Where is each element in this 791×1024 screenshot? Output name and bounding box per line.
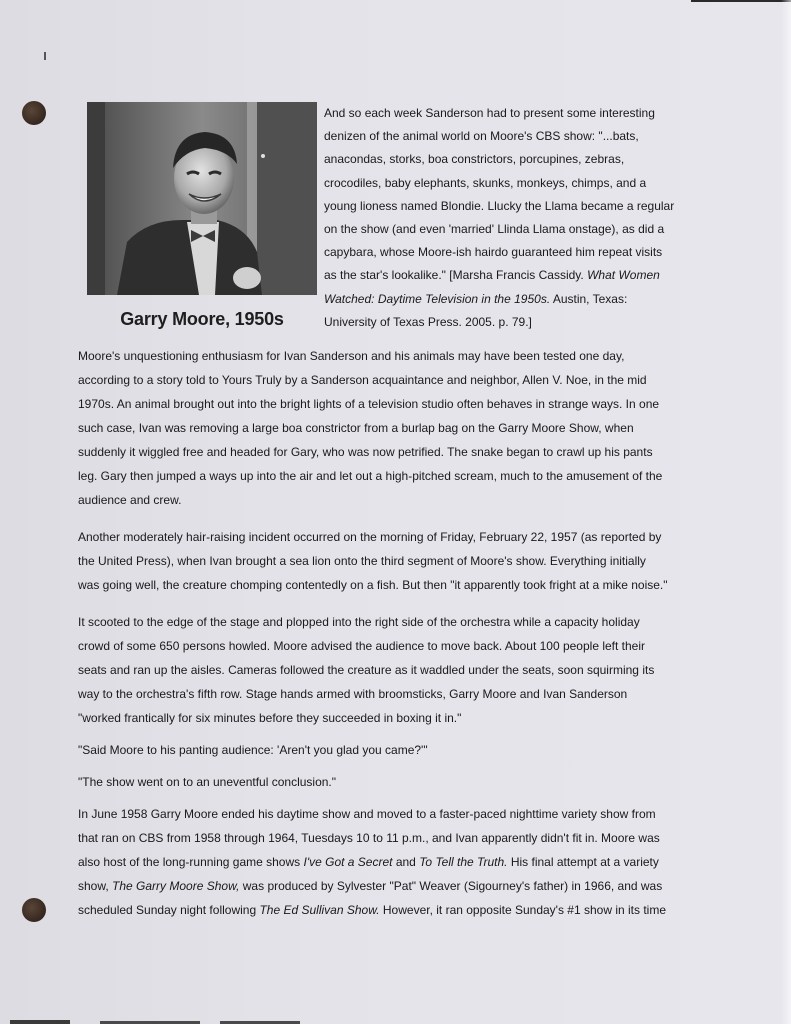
text-line: according to a story told to Yours Truly by a Sanderson acquaintance and neighbor, Allen V. Noe, in the mid [78,373,647,387]
text-line: "Said Moore to his panting audience: 'Aren't you glad you came?'" [78,743,428,757]
book-title [324,292,550,306]
text-line: "worked frantically for six minutes before they succeeded in boxing it in." [78,711,462,725]
text-line: 1970s. An animal brought out into the bright lights of a television studio often behaves in strange ways. In one [78,397,660,411]
text-line: leg. Gary then jumped a ways up into the air and let out a high-pitched scream, much to the amusement of the [78,469,663,483]
scan-speck [44,52,46,60]
paragraph-boa-constrictor [78,344,688,512]
book-title: What Women [587,268,660,283]
paragraph-gap [78,597,688,610]
text-fragment: His final attempt at a variety [510,855,659,869]
show-title: The Ed Sullivan Show. [259,903,380,917]
paragraph-orchestra [78,610,688,730]
text-line: And so each week Sanderson had to present some interesting [324,106,655,120]
book-title-part: Watched: [324,291,375,306]
paragraph-gap [78,512,688,525]
paragraph-conclusion [78,770,688,794]
citation-place: Austin, Texas: [552,291,628,306]
text-line [78,898,688,922]
text-fragment: and [395,855,416,869]
punch-hole-top [22,101,46,125]
text-line [324,288,686,311]
text-line: was going well, the creature chomping contentedly on a fish. But then "it apparently took fright at a mike noise." [78,578,668,592]
bottom-scan-marks [0,1018,320,1024]
article-body [78,344,688,922]
text-line [78,874,688,898]
text-line: crocodiles, baby elephants, skunks, monkeys, chimps, and a [324,175,647,190]
text-line: such case, Ivan was removing a large boa constrictor from a burlap bag on the Garry Moore Show, when [78,421,634,435]
text-line: It scooted to the edge of the stage and plopped into the right side of the orchestra while a capacity holiday [78,615,640,629]
paragraph-quote-moore [78,738,688,762]
punch-hole-bottom [22,898,46,922]
side-quote-block [324,102,686,334]
text-line: crowd of some 650 persons howled. Moore advised the audience to move back. About 100 people left their [78,639,646,653]
text-line: the United Press), when Ivan brought a sea lion onto the third segment of Moore's show. Everything initially [78,554,646,568]
paragraph-gap [78,794,688,802]
text-line: that ran on CBS from 1958 through 1964, Tuesdays 10 to 11 p.m., and Ivan apparently didn't fit in. Moore was [78,831,660,845]
text-line: way to the orchestra's fifth row. Stage hands armed with broomsticks, Garry Moore and Ivan Sanderson [78,687,628,701]
scan-mark [10,1020,70,1024]
text-line: seats and ran up the aisles. Cameras followed the creature as it waddled under the seats, soon squirming its [78,663,655,677]
text-fragment: also host of the long-running game shows [78,855,301,869]
page-edge [781,0,791,1024]
text-line: suddenly it wiggled free and headed for Gary, who was now petrified. The snake began to crawl up his pants [78,445,653,459]
paragraph-sea-lion [78,525,688,597]
paragraph-gap [78,730,688,738]
text-line: Moore's unquestioning enthusiasm for Ivan Sanderson and his animals may have been tested one day, [78,349,625,363]
text-fragment: scheduled Sunday night following [78,903,257,917]
paragraph-gap [78,762,688,770]
text-line [78,850,688,874]
text-line [324,264,686,287]
garry-moore-photo [87,102,317,295]
page-top-mark [691,0,791,2]
text-line: on the show (and even 'married' Llinda Llama onstage), as did a [324,222,665,237]
text-line: denizen of the animal world on Moore's CBS show: "...bats, [324,129,639,144]
paragraph-nighttime-show [78,802,688,922]
text-line: young lioness named Blondie. Llucky the Llama became a regular [324,198,675,213]
text-line: audience and crew. [78,493,182,507]
text-line: capybara, whose Moore-ish hairdo guaranteed him repeat visits [324,245,663,260]
text-line: anacondas, storks, boa constrictors, porcupines, zebras, [324,152,625,167]
text-fragment: was produced by Sylvester "Pat" Weaver (Sigourney's father) in 1966, and was [242,879,663,893]
text-fragment: However, it ran opposite Sunday's #1 show in its time [382,903,666,917]
photo-caption: Garry Moore, 1950s [120,309,284,329]
text-line: Another moderately hair-raising incident occurred on the morning of Friday, February 22, 1957 (as reported by [78,530,662,544]
show-title: The Garry Moore Show, [112,879,240,893]
text-line: University of Texas Press. 2005. p. 79.] [324,314,532,329]
show-title: To Tell the Truth. [419,855,508,869]
show-title: I've Got a Secret [303,855,393,869]
text-line: In June 1958 Garry Moore ended his daytime show and moved to a faster-paced nighttime variety show from [78,807,656,821]
text-line: "The show went on to an uneventful conclusion." [78,775,337,789]
book-title-part: Daytime Television in the 1950s. [377,291,551,306]
text-fragment: as the star's lookalike." [Marsha Francis Cassidy. [324,268,584,283]
text-fragment: show, [78,879,109,893]
